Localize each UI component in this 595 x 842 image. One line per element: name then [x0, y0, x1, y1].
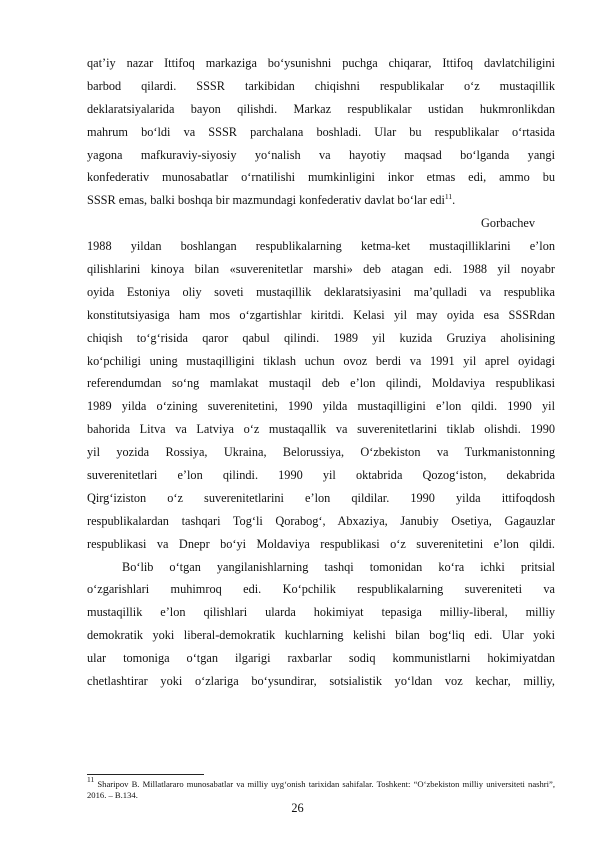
text-line [87, 281, 555, 304]
line-text: Gorbachev [481, 216, 535, 231]
text-line [87, 372, 555, 395]
text-line [87, 647, 555, 670]
text-line [87, 670, 555, 693]
line-text: barbod qilardi. SSSR tarkibidan chiqishni respublikalar o‘z mustaqillik [87, 78, 555, 93]
line-text: Bo‘lib o‘tgan yangilanishlarning tashqi tomonidan ko‘ra ichki pritsial [122, 559, 555, 574]
footnote-reference: 11 [444, 192, 453, 202]
text-line [87, 578, 555, 601]
footnote-separator [87, 774, 204, 775]
text-line [87, 144, 555, 167]
line-text: qat’iy nazar Ittifoq markaziga bo‘ysunishni puchga chiqarar, Ittifoq davlatchiligini [87, 56, 555, 70]
line-text: chiqish to‘g‘risida qaror qabul qilindi. 1989 yil kuzida Gruziya aholisining [87, 330, 555, 345]
footnote-text: Sharipov B. Millatlararo munosabatlar va milliy uyg‘onish tarixidan sahifalar. Toshkent: “O‘zbekiston milliy universiteti nashri”, 2016. – B.134. [87, 779, 555, 800]
text-line [87, 258, 555, 281]
line-text: mahrum bo‘ldi va SSSR parchalana boshladi. Ular bu respublikalar o‘rtasida [87, 124, 555, 139]
line-text: chetlashtirar yoki o‘zlariga bo‘ysundirar, sotsialistik yo‘ldan voz kechar, milliy, [87, 674, 555, 689]
text-line [87, 533, 555, 556]
line-text: Qirg‘iziston o‘z suverenitetlarini e’lon qildilar. 1990 yilda ittifoqdosh [87, 490, 555, 505]
line-text: referendumdan so‘ng mamlakat mustaqil deb e’lon qilindi, Moldaviya respublikasi [87, 376, 555, 391]
line-text: yagona mafkuraviy-siyosiy yo‘nalish va hayotiy maqsad bo‘lganda yangi [87, 147, 555, 162]
line-text: bahorida Litva va Latviya o‘z mustaqallik va suverenitetlarini tiklab olishdi. 1990 [87, 422, 555, 437]
text-line [87, 487, 555, 510]
line-text: suverenitetlari e’lon qilindi. 1990 yil oktabrida Qozog‘iston, dekabrida [87, 468, 555, 483]
text-line [87, 395, 555, 418]
line-text: ular tomoniga o‘tgan ilgarigi raxbarlar sodiq kommunistlarni hokimiyatdan [87, 651, 555, 666]
text-line [87, 304, 555, 327]
text-line [87, 350, 555, 373]
page-number: 26 [291, 801, 304, 815]
line-text: respublikalardan tashqari Tog‘li Qorabog‘, Abxaziya, Janubiy Osetiya, Gagauzlar [87, 513, 555, 528]
text-line [87, 624, 555, 647]
footnote [87, 775, 555, 801]
text-line [87, 441, 555, 464]
text-line [87, 75, 555, 98]
line-text: 1989 yilda o‘zining suverenitetini, 1990 yilda mustaqilligini e’lon qildi. 1990 yil [87, 399, 555, 414]
body-text [87, 52, 555, 693]
text-line [87, 52, 555, 75]
line-text: qilishlarini kinoya bilan «suverenitetlar marshi» deb atagan edi. 1988 yil noyabr [87, 262, 555, 277]
line-text: ko‘pchiligi uning mustaqilligini tiklash uchun ovoz berdi va 1991 yil aprel oyidagi [87, 353, 555, 368]
line-text: 1988 yildan boshlangan respublikalarning ketma-ket mustaqilliklarini e’lon [87, 239, 555, 254]
line-text: o‘zgarishlari muhimroq edi. Ko‘pchilik respublikalarning suvereniteti va [87, 582, 555, 597]
line-text: konfederativ munosabatlar o‘rnatilishi mumkinligini inkor etmas edi, ammo bu [87, 170, 555, 185]
text-line [87, 327, 555, 350]
line-text: oyida Estoniya oliy soveti mustaqillik deklaratsiyasini ma’qulladi va respublika [87, 284, 555, 299]
text-line [87, 464, 555, 487]
text-line [87, 418, 555, 441]
line-punctuation: . [452, 193, 456, 208]
line-text: demokratik yoki liberal-demokratik kuchlarning kelishi bilan bog‘liq edi. Ular yoki [87, 628, 555, 643]
text-line [87, 189, 555, 212]
text-line [87, 98, 555, 121]
line-text: respublikasi va Dnepr bo‘yi Moldaviya respublikasi o‘z suverenitetini e’lon qildi. [87, 536, 555, 551]
line-text: deklaratsiyalarida bayon qilishdi. Markaz respublikalar ustidan hukmronlikdan [87, 101, 555, 116]
line-text: konstitutsiyasiga ham mos o‘zgartishlar kiritdi. Kelasi yil may oyida esa SSSRdan [87, 307, 555, 322]
line-text: mustaqillik e’lon qilishlari ularda hokimiyat tepasiga milliy-liberal, milliy [87, 605, 555, 620]
footnote-number: 11 [87, 775, 95, 784]
text-line [87, 510, 555, 533]
text-line [87, 121, 555, 144]
text-line [87, 601, 555, 624]
author-name-line [87, 212, 555, 235]
line-text: SSSR emas, balki boshqa bir mazmundagi konfederativ davlat bo‘lar edi [87, 193, 445, 208]
text-line [87, 556, 555, 579]
text-line [87, 166, 555, 189]
text-line [87, 235, 555, 258]
line-text: yil yozida Rossiya, Ukraina, Belorussiya, O‘zbekiston va Turkmanistonning [87, 445, 555, 460]
